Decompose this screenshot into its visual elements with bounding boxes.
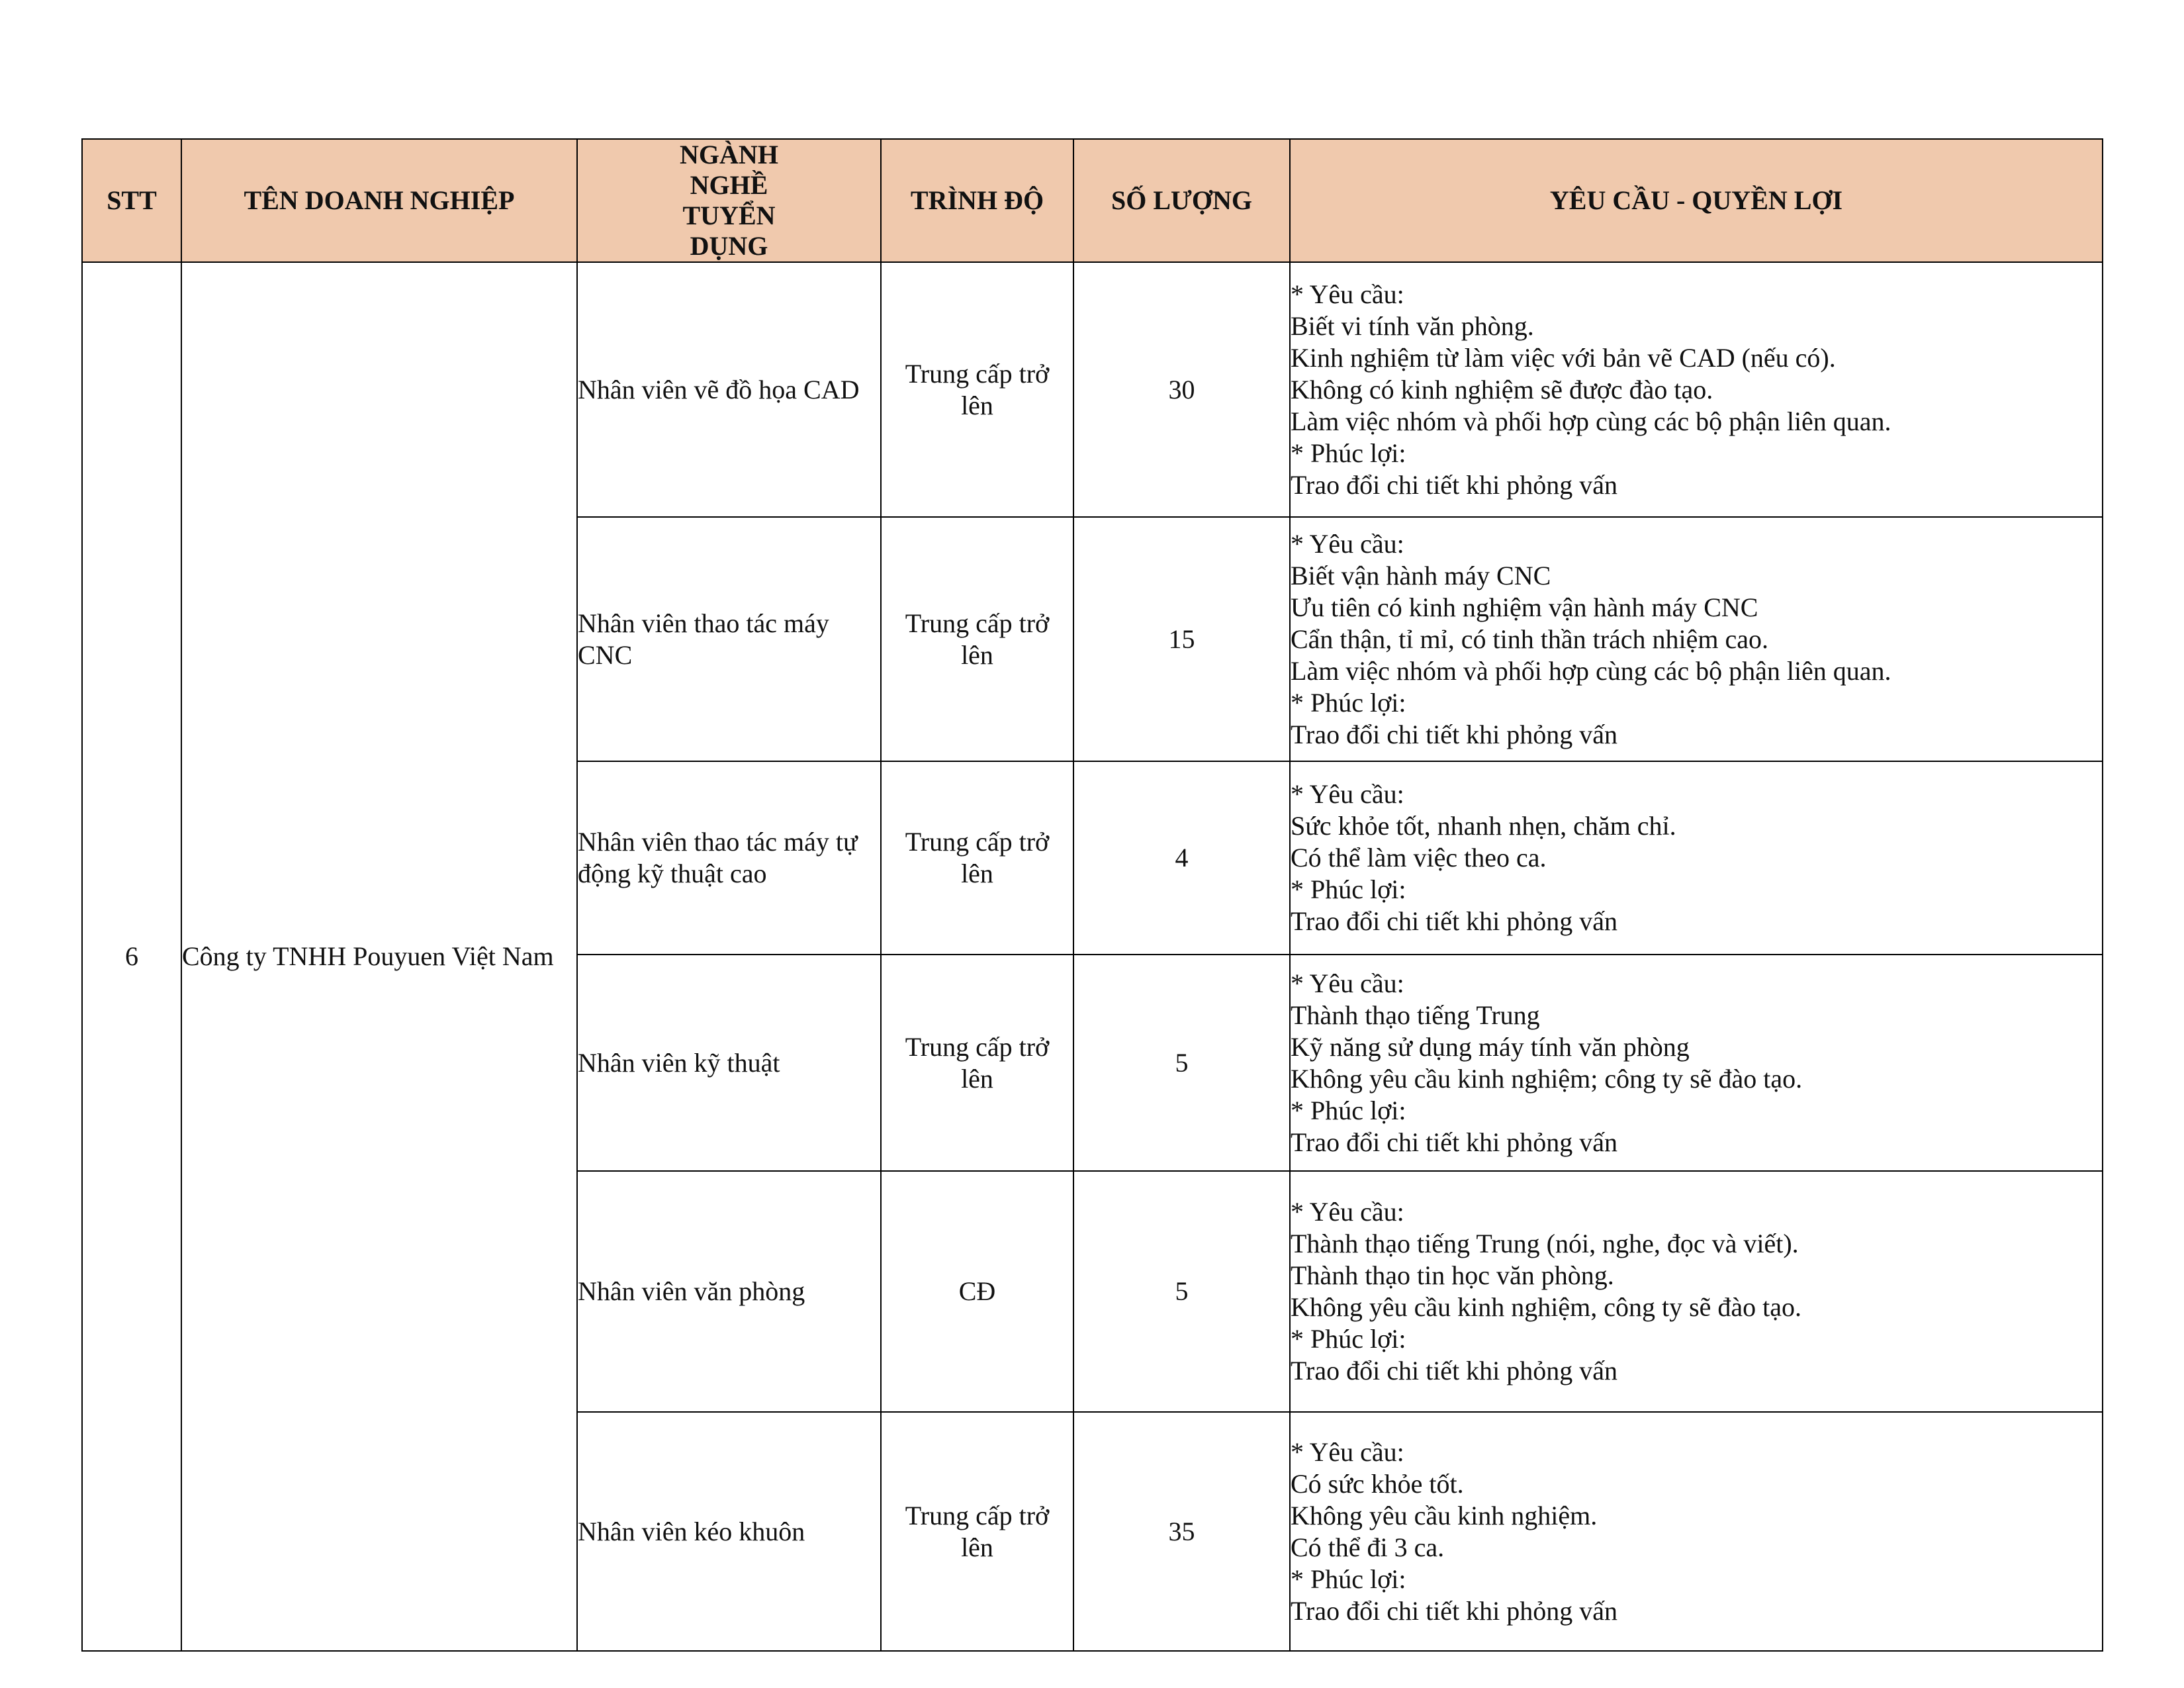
requirement-line: Trao đổi chi tiết khi phỏng vấn [1291, 1127, 1618, 1157]
level-text: CĐ [958, 1276, 996, 1306]
requirement-line: * Phúc lợi: [1291, 438, 1406, 468]
requirements-cell [1290, 1412, 2103, 1651]
requirement-line: Ưu tiên có kinh nghiệm vận hành máy CNC [1291, 592, 1758, 622]
requirement-line: * Phúc lợi: [1291, 1324, 1406, 1354]
requirement-line: Có sức khỏe tốt. [1291, 1468, 1464, 1499]
requirements-cell [1290, 517, 2103, 761]
occupation-cell: Nhân viên thao tác máy CNC [577, 517, 881, 761]
requirement-line: * Yêu cầu: [1291, 968, 1404, 998]
level-text: Trung cấp trở lên [905, 608, 1050, 670]
table-row [82, 262, 2103, 517]
occupation-cell: Nhân viên vẽ đồ họa CAD [577, 262, 881, 517]
requirements-cell [1290, 955, 2103, 1171]
occupation-cell: Nhân viên kỹ thuật [577, 955, 881, 1171]
requirement-line: Trao đổi chi tiết khi phỏng vấn [1291, 719, 1618, 749]
requirement-line: * Yêu cầu: [1291, 528, 1404, 559]
requirement-line: Kỹ năng sử dụng máy tính văn phòng [1291, 1031, 1690, 1062]
quantity-cell: 4 [1073, 761, 1290, 955]
requirement-line: Biết vận hành máy CNC [1291, 560, 1551, 590]
requirement-line: Trao đổi chi tiết khi phỏng vấn [1291, 1595, 1618, 1626]
header-row [82, 139, 2103, 262]
requirement-line: Thành thạo tin học văn phòng. [1291, 1260, 1614, 1290]
requirement-line: Không có kinh nghiệm sẽ được đào tạo. [1291, 374, 1713, 404]
requirement-line: Không yêu cầu kinh nghiệm. [1291, 1500, 1598, 1530]
requirement-line: Kinh nghiệm từ làm việc với bản vẽ CAD (nếu có). [1291, 342, 1836, 373]
requirement-line: * Yêu cầu: [1291, 779, 1404, 809]
requirement-line: Thành thạo tiếng Trung (nói, nghe, đọc và viết). [1291, 1229, 1799, 1258]
requirement-line: Cẩn thận, tỉ mỉ, có tinh thần trách nhiệm cao. [1291, 624, 1769, 654]
requirement-line: Thành thạo tiếng Trung [1291, 1000, 1540, 1030]
requirement-line: Sức khỏe tốt, nhanh nhẹn, chăm chỉ. [1291, 811, 1676, 841]
level-cell [881, 517, 1073, 761]
quantity-cell: 5 [1073, 955, 1290, 1171]
header-occupation-label: NGÀNH NGHỀ TUYỂN DỤNG [680, 140, 778, 261]
level-text: Trung cấp trở lên [905, 358, 1050, 420]
level-cell [881, 761, 1073, 955]
occupation-cell: Nhân viên thao tác máy tự động kỹ thuật cao [577, 761, 881, 955]
requirement-line: * Phúc lợi: [1291, 1564, 1406, 1594]
requirement-line: Trao đổi chi tiết khi phỏng vấn [1291, 469, 1618, 500]
quantity-cell: 5 [1073, 1171, 1290, 1412]
requirement-line: Trao đổi chi tiết khi phỏng vấn [1291, 1356, 1618, 1385]
recruitment-table [81, 138, 2103, 1652]
level-text: Trung cấp trở lên [905, 827, 1050, 888]
requirements-cell [1290, 262, 2103, 517]
quantity-cell: 30 [1073, 262, 1290, 517]
requirements-cell [1290, 1171, 2103, 1412]
requirement-line: Biết vi tính văn phòng. [1291, 310, 1534, 341]
requirement-line: * Yêu cầu: [1291, 279, 1404, 309]
header-level: TRÌNH ĐỘ [881, 139, 1073, 262]
requirement-line: * Yêu cầu: [1291, 1436, 1404, 1467]
quantity-cell: 15 [1073, 517, 1290, 761]
header-requirements: YÊU CẦU - QUYỀN LỢI [1290, 139, 2103, 262]
requirement-line: Trao đổi chi tiết khi phỏng vấn [1291, 906, 1618, 936]
requirement-line: Có thể đi 3 ca. [1291, 1532, 1445, 1562]
quantity-cell: 35 [1073, 1412, 1290, 1651]
level-cell [881, 955, 1073, 1171]
header-quantity: SỐ LƯỢNG [1073, 139, 1290, 262]
requirement-line: * Phúc lợi: [1291, 874, 1406, 904]
level-text: Trung cấp trở lên [905, 1500, 1050, 1562]
level-cell [881, 262, 1073, 517]
header-company: TÊN DOANH NGHIỆP [181, 139, 577, 262]
requirement-line: Làm việc nhóm và phối hợp cùng các bộ phận liên quan. [1291, 655, 1891, 686]
header-stt: STT [82, 139, 181, 262]
level-cell [881, 1412, 1073, 1651]
requirement-line: Có thể làm việc theo ca. [1291, 843, 1547, 872]
requirement-line: * Yêu cầu: [1291, 1197, 1404, 1227]
requirement-line: Không yêu cầu kinh nghiệm; công ty sẽ đào tạo. [1291, 1063, 1803, 1094]
requirement-line: Không yêu cầu kinh nghiệm, công ty sẽ đào tạo. [1291, 1292, 1802, 1322]
stt-cell: 6 [82, 262, 181, 1651]
level-cell [881, 1171, 1073, 1412]
table-header [82, 139, 2103, 262]
requirements-cell [1290, 761, 2103, 955]
header-occupation [577, 139, 881, 262]
occupation-cell: Nhân viên văn phòng [577, 1171, 881, 1412]
company-cell: Công ty TNHH Pouyuen Việt Nam [181, 262, 577, 1651]
table-body [82, 262, 2103, 1651]
requirement-line: Làm việc nhóm và phối hợp cùng các bộ phận liên quan. [1291, 406, 1891, 436]
requirement-line: * Phúc lợi: [1291, 1095, 1406, 1125]
occupation-cell: Nhân viên kéo khuôn [577, 1412, 881, 1651]
requirement-line: * Phúc lợi: [1291, 687, 1406, 718]
level-text: Trung cấp trở lên [905, 1031, 1050, 1094]
